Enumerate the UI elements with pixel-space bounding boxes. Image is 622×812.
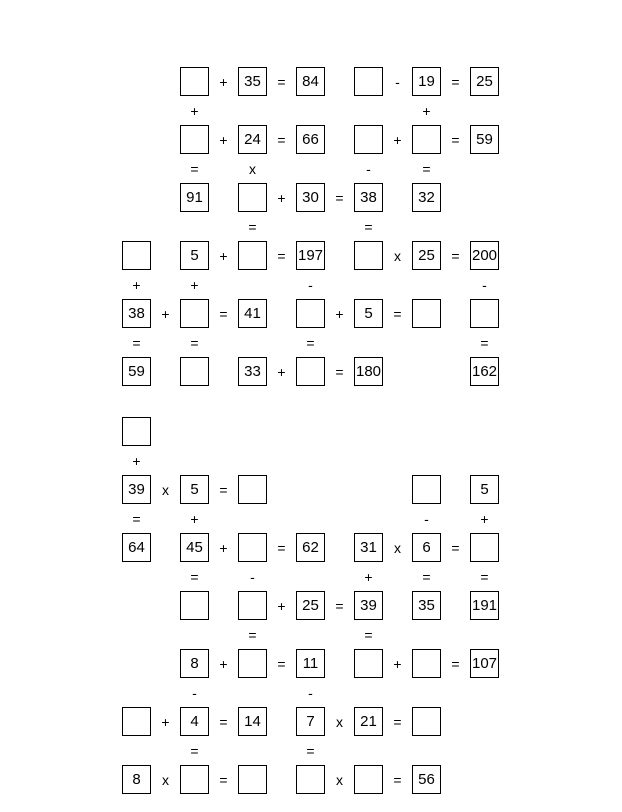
- number-cell: 56: [412, 765, 441, 794]
- operator-sign: +: [364, 568, 373, 585]
- operator-sign: -: [192, 684, 197, 701]
- operator-sign: +: [132, 452, 141, 469]
- equals-sign: =: [248, 218, 257, 235]
- number-cell: 91: [180, 183, 209, 212]
- number-cell: 84: [296, 67, 325, 96]
- equals-sign: =: [132, 510, 141, 527]
- answer-cell[interactable]: [354, 125, 383, 154]
- answer-cell[interactable]: [238, 241, 267, 270]
- number-cell: 35: [238, 67, 267, 96]
- equals-sign: =: [451, 539, 460, 556]
- equals-sign: =: [132, 334, 141, 351]
- equals-sign: =: [277, 73, 286, 90]
- operator-sign: +: [335, 305, 344, 322]
- operator-sign: +: [277, 363, 286, 380]
- equals-sign: =: [451, 73, 460, 90]
- operator-sign: +: [219, 131, 228, 148]
- answer-cell[interactable]: [238, 591, 267, 620]
- answer-cell[interactable]: [354, 649, 383, 678]
- number-cell: 14: [238, 707, 267, 736]
- answer-cell[interactable]: [354, 765, 383, 794]
- number-cell: 7: [296, 707, 325, 736]
- answer-cell[interactable]: [412, 707, 441, 736]
- equals-sign: =: [422, 160, 431, 177]
- equals-sign: =: [277, 539, 286, 556]
- answer-cell[interactable]: [122, 707, 151, 736]
- operator-sign: +: [393, 131, 402, 148]
- operator-sign: -: [308, 684, 313, 701]
- equals-sign: =: [248, 626, 257, 643]
- answer-cell[interactable]: [470, 533, 499, 562]
- number-cell: 31: [354, 533, 383, 562]
- operator-sign: x: [336, 713, 343, 730]
- answer-cell[interactable]: [412, 125, 441, 154]
- operator-sign: +: [219, 655, 228, 672]
- operator-sign: +: [277, 189, 286, 206]
- equals-sign: =: [219, 713, 228, 730]
- operator-sign: -: [250, 568, 255, 585]
- equals-sign: =: [277, 247, 286, 264]
- equals-sign: =: [277, 655, 286, 672]
- answer-cell[interactable]: [296, 765, 325, 794]
- operator-sign: -: [482, 276, 487, 293]
- equals-sign: =: [335, 189, 344, 206]
- number-cell: 35: [412, 591, 441, 620]
- equals-sign: =: [393, 305, 402, 322]
- equals-sign: =: [190, 160, 199, 177]
- operator-sign: +: [219, 73, 228, 90]
- answer-cell[interactable]: [238, 533, 267, 562]
- number-cell: 39: [354, 591, 383, 620]
- equals-sign: =: [219, 481, 228, 498]
- number-cell: 33: [238, 357, 267, 386]
- number-cell: 162: [470, 357, 499, 386]
- operator-sign: x: [336, 771, 343, 788]
- number-cell: 25: [470, 67, 499, 96]
- number-cell: 25: [296, 591, 325, 620]
- operator-sign: +: [161, 713, 170, 730]
- operator-sign: x: [394, 247, 401, 264]
- operator-sign: +: [190, 510, 199, 527]
- operator-sign: +: [161, 305, 170, 322]
- number-cell: 5: [180, 241, 209, 270]
- number-cell: 62: [296, 533, 325, 562]
- answer-cell[interactable]: [122, 417, 151, 446]
- number-cell: 5: [470, 475, 499, 504]
- operator-sign: -: [308, 276, 313, 293]
- operator-sign: +: [277, 597, 286, 614]
- answer-cell[interactable]: [412, 649, 441, 678]
- answer-cell[interactable]: [238, 183, 267, 212]
- equals-sign: =: [393, 713, 402, 730]
- answer-cell[interactable]: [296, 299, 325, 328]
- equals-sign: =: [306, 742, 315, 759]
- equals-sign: =: [451, 655, 460, 672]
- answer-cell[interactable]: [180, 765, 209, 794]
- number-cell: 4: [180, 707, 209, 736]
- answer-cell[interactable]: [238, 765, 267, 794]
- number-cell: 45: [180, 533, 209, 562]
- number-cell: 24: [238, 125, 267, 154]
- operator-sign: -: [424, 510, 429, 527]
- equals-sign: =: [480, 568, 489, 585]
- equals-sign: =: [219, 305, 228, 322]
- equals-sign: =: [364, 626, 373, 643]
- operator-sign: +: [219, 247, 228, 264]
- operator-sign: +: [190, 102, 199, 119]
- operator-sign: +: [422, 102, 431, 119]
- equals-sign: =: [422, 568, 431, 585]
- answer-cell[interactable]: [354, 241, 383, 270]
- number-cell: 8: [122, 765, 151, 794]
- number-cell: 191: [470, 591, 499, 620]
- operator-sign: +: [393, 655, 402, 672]
- answer-cell[interactable]: [122, 241, 151, 270]
- number-cell: 21: [354, 707, 383, 736]
- equals-sign: =: [190, 742, 199, 759]
- answer-cell[interactable]: [296, 357, 325, 386]
- answer-cell[interactable]: [238, 649, 267, 678]
- equals-sign: =: [480, 334, 489, 351]
- equals-sign: =: [364, 218, 373, 235]
- number-cell: 38: [354, 183, 383, 212]
- equals-sign: =: [219, 771, 228, 788]
- number-cell: 11: [296, 649, 325, 678]
- answer-cell[interactable]: [238, 475, 267, 504]
- number-cell: 19: [412, 67, 441, 96]
- answer-cell[interactable]: [180, 591, 209, 620]
- answer-cell[interactable]: [470, 299, 499, 328]
- equals-sign: =: [190, 568, 199, 585]
- number-cell: 64: [122, 533, 151, 562]
- number-cell: 59: [470, 125, 499, 154]
- number-cell: 25: [412, 241, 441, 270]
- equals-sign: =: [393, 771, 402, 788]
- equals-sign: =: [306, 334, 315, 351]
- number-cell: 180: [354, 357, 383, 386]
- answer-cell[interactable]: [180, 125, 209, 154]
- number-cell: 6: [412, 533, 441, 562]
- operator-sign: +: [219, 539, 228, 556]
- operator-sign: +: [480, 510, 489, 527]
- equals-sign: =: [451, 131, 460, 148]
- answer-cell[interactable]: [354, 67, 383, 96]
- equals-sign: =: [335, 363, 344, 380]
- answer-cell[interactable]: [180, 67, 209, 96]
- number-cell: 30: [296, 183, 325, 212]
- equals-sign: =: [190, 334, 199, 351]
- number-cell: 5: [354, 299, 383, 328]
- number-cell: 32: [412, 183, 441, 212]
- operator-sign: -: [366, 160, 371, 177]
- answer-cell[interactable]: [412, 475, 441, 504]
- number-cell: 66: [296, 125, 325, 154]
- answer-cell[interactable]: [412, 299, 441, 328]
- number-cell: 8: [180, 649, 209, 678]
- operator-sign: +: [132, 276, 141, 293]
- answer-cell[interactable]: [180, 357, 209, 386]
- number-cell: 41: [238, 299, 267, 328]
- number-cell: 39: [122, 475, 151, 504]
- answer-cell[interactable]: [180, 299, 209, 328]
- equals-sign: =: [335, 597, 344, 614]
- number-cell: 107: [470, 649, 499, 678]
- operator-sign: +: [190, 276, 199, 293]
- operator-sign: x: [394, 539, 401, 556]
- number-cell: 38: [122, 299, 151, 328]
- operator-sign: x: [249, 160, 256, 177]
- operator-sign: x: [162, 481, 169, 498]
- operator-sign: -: [395, 73, 400, 90]
- number-cell: 200: [470, 241, 499, 270]
- number-cell: 59: [122, 357, 151, 386]
- number-cell: 5: [180, 475, 209, 504]
- equals-sign: =: [277, 131, 286, 148]
- equals-sign: =: [451, 247, 460, 264]
- number-cell: 197: [296, 241, 325, 270]
- operator-sign: x: [162, 771, 169, 788]
